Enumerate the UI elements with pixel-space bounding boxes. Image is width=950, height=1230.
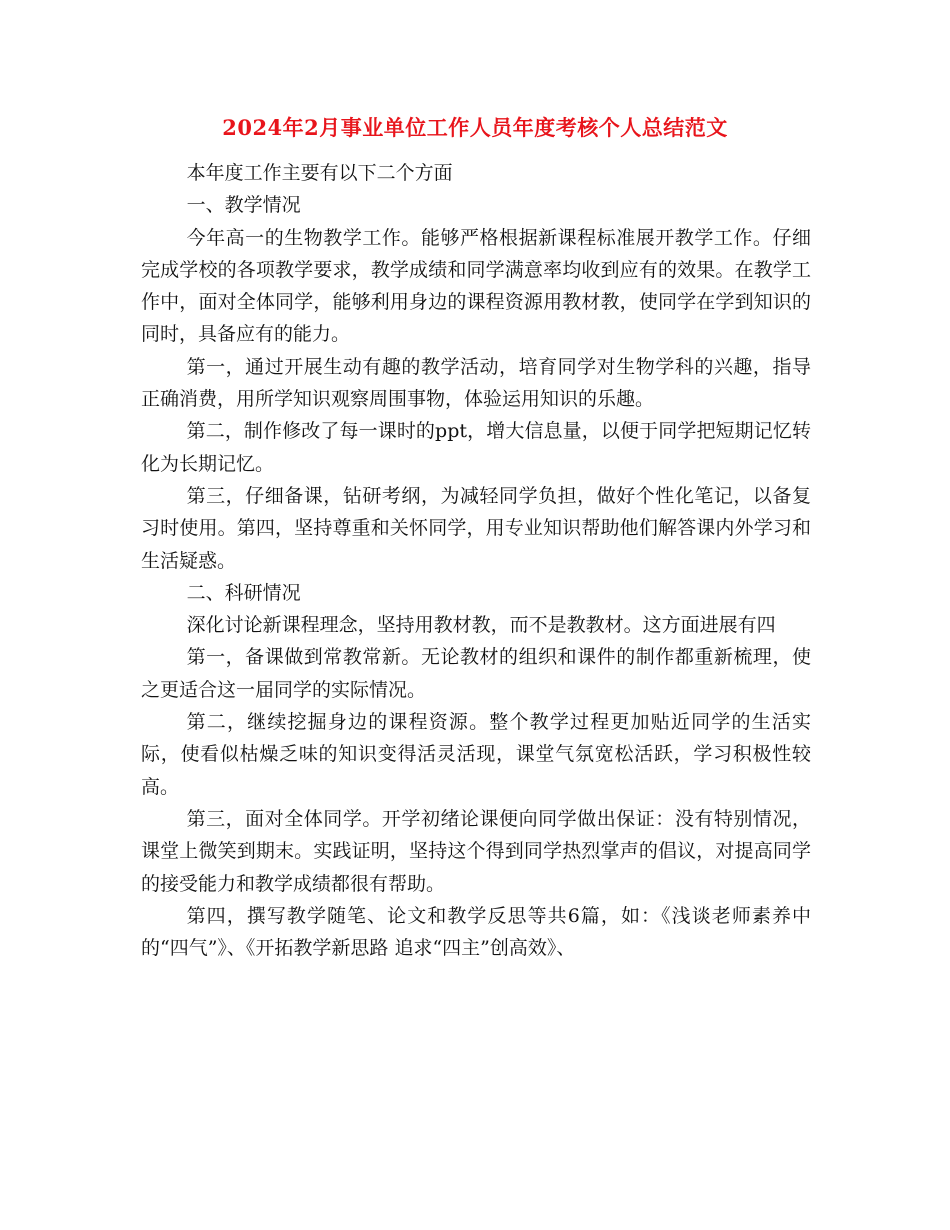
section-heading-research: 二、科研情况 <box>186 581 301 604</box>
paragraph-intro: 本年度工作主要有以下二个方面 <box>186 162 453 184</box>
paragraph-teaching-point-2: 第二，制作修改了每一课时的ppt，增大信息量，以便于同学把短期记忆转化为长期记忆。 <box>141 420 811 475</box>
paragraph-teaching-point-1: 第一，通过开展生动有趣的教学活动，培育同学对生物学科的兴趣，指导正确消费，用所学知识观察周围事物，体验运用知识的乐趣。 <box>141 355 811 411</box>
document-title: 2024年2月事业单位工作人员年度考核个人总结范文 <box>222 115 728 140</box>
paragraph-teaching-point-3-4: 第三，仔细备课，钻研考纲，为减轻同学负担，做好个性化笔记，以备复习时使用。第四，坚持尊重和关怀同学，用专业知识帮助他们解答课内外学习和生活疑惑。 <box>141 484 811 572</box>
paragraph-research-point-1: 第一，备课做到常教常新。无论教材的组织和课件的制作都重新梳理，使之更适合这一届同学的实际情况。 <box>141 646 811 701</box>
paragraph-research-point-2: 第二，继续挖掘身边的课程资源。整个教学过程更加贴近同学的生活实际，使看似枯燥乏味的知识变得活灵活现，课堂气氛宽松活跃，学习积极性较高。 <box>141 711 811 798</box>
section-heading-teaching: 一、教学情况 <box>186 194 301 217</box>
paragraph-teaching-overview: 今年高一的生物教学工作。能够严格根据新课程标准展开教学工作。仔细完成学校的各项教学要求，教学成绩和同学满意率均收到应有的效果。在教学工作中，面对全体同学，能够利用身边的课程资源用教材教，使同学在学到知识的同时，具备应有的能力。 <box>141 226 811 346</box>
paragraph-research-overview: 深化讨论新课程理念，坚持用教材教，而不是教教材。这方面进展有四 <box>186 614 776 637</box>
paragraph-research-point-3: 第三，面对全体同学。开学初绪论课便向同学做出保证：没有特别情况，课堂上微笑到期末。实践证明，坚持这个得到同学热烈掌声的倡议，对提高同学的接受能力和教学成绩都很有帮助。 <box>141 807 811 895</box>
paragraph-research-point-4: 第四，撰写教学随笔、论文和教学反思等共6篇，如：《浅谈老师素养中的“四气”》、《开拓教学新思路 追求“四主”创高效》、 <box>141 904 811 960</box>
document-body <box>141 157 811 964</box>
